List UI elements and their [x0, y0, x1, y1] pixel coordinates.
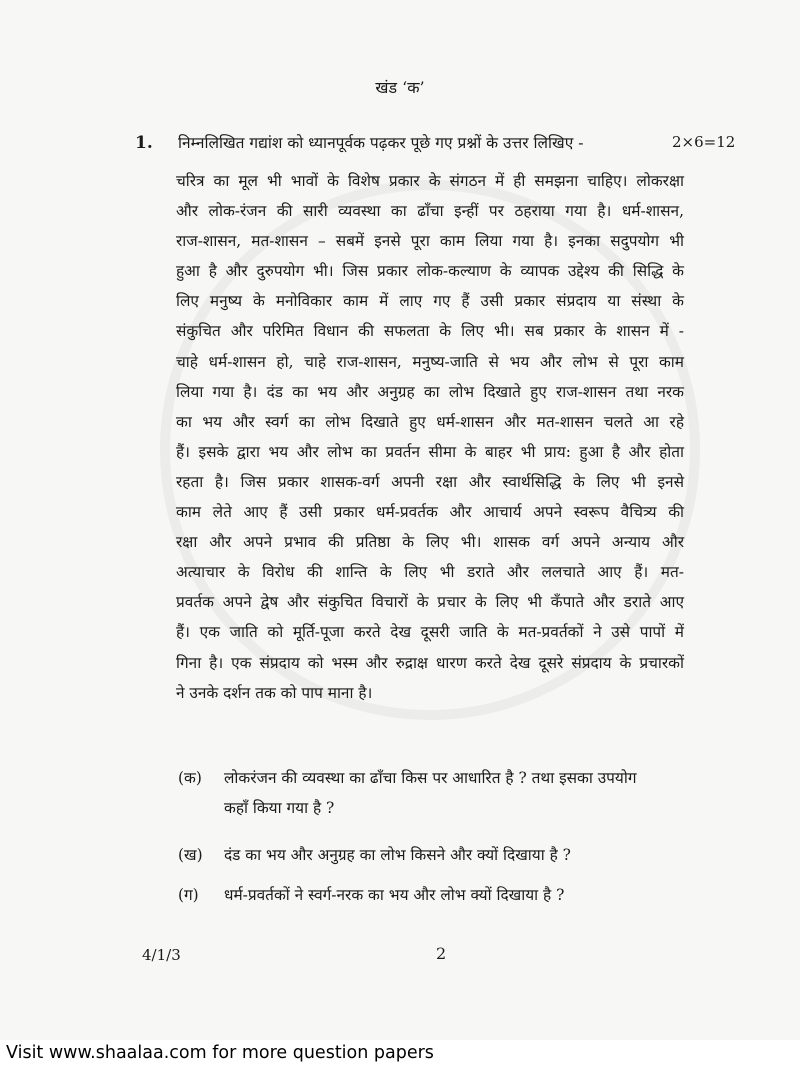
sub-question-ga [178, 880, 694, 910]
paper-code: 4/1/3 [142, 946, 181, 964]
passage-line: अत्याचार के विरोध की शान्ति के लिए भी डराते और ललचाते आए हैं। मत- [176, 563, 684, 582]
passage-line: ने उनके दर्शन तक को पाप माना है। [176, 683, 373, 702]
sub-question-ka [178, 763, 694, 823]
sub-question-kha [178, 840, 694, 870]
sub-question-text-cont: कहाँ किया गया है ? [224, 799, 335, 817]
question-marks: 2×6=12 [672, 133, 736, 151]
passage-line: काम लेते आए हैं उसी प्रकार धर्म-प्रवर्तक और आचार्य अपने स्वरूप वैचित्र्य की [176, 503, 684, 522]
passage-line: गिना है। एक संप्रदाय को भस्म और रुद्राक्ष धारण करते देख दूसरे संप्रदाय के प्रचारकों [176, 653, 684, 672]
sub-question-label: (क) [178, 769, 202, 787]
passage-line: लिया गया है। दंड का भय और अनुग्रह का लोभ दिखाते हुए राज-शासन तथा नरक [176, 382, 684, 401]
passage-line: रक्षा और अपने प्रभाव की प्रतिष्ठा के लिए भी। शासक वर्ग अपने अन्याय और [176, 533, 684, 552]
passage-line: रहता है। जिस प्रकार शासक-वर्ग अपनी रक्षा और स्वार्थसिद्धि के लिए भी इनसे [176, 472, 684, 491]
sub-question-text: धर्म-प्रवर्तकों ने स्वर्ग-नरक का भय और लोभ क्यों दिखाया है ? [224, 886, 565, 904]
sub-question-label: (ग) [178, 886, 199, 904]
sub-question-text: दंड का भय और अनुग्रह का लोभ किसने और क्यों दिखाया है ? [224, 846, 571, 864]
passage-line: लिए मनुष्य के मनोविकार काम में लाए गए हैं उसी प्रकार संप्रदाय या संस्था के [176, 292, 684, 311]
passage-line: संकुचित और परिमित विधान की सफलता के लिए भी। सब प्रकार के शासन में - [176, 322, 684, 341]
page-number: 2 [436, 944, 447, 963]
section-title: खंड ‘क’ [375, 78, 425, 97]
passage-line: का भय और स्वर्ग का लोभ दिखाते हुए धर्म-शासन और मत-शासन चलते आ रहे [176, 412, 684, 431]
passage-line: हैं। एक जाति को मूर्ति-पूजा करते देख दूसरी जाति के मत-प्रवर्तकों ने उसे पापों में [176, 623, 684, 642]
passage-line: चाहे धर्म-शासन हो, चाहे राज-शासन, मनुष्य-जाति से भय और लोभ से पूरा काम [176, 352, 684, 371]
question-instruction: निम्नलिखित गद्यांश को ध्यानपूर्वक पढ़कर पूछे गए प्रश्नों के उत्तर लिखिए - [178, 134, 584, 152]
sub-question-label: (ख) [178, 846, 203, 864]
passage-line: हैं। इसके द्वारा भय और लोभ का प्रवर्तन सीमा के बाहर भी प्राय: हुआ है और होता [176, 442, 684, 461]
question-number: 1. [135, 133, 153, 153]
passage-line: चरित्र का मूल भी भावों के विशेष प्रकार के संगठन में ही समझना चाहिए। लोकरक्षा [176, 172, 684, 190]
sub-question-text: लोकरंजन की व्यवस्था का ढाँचा किस पर आधारित है ? तथा इसका उपयोग [224, 769, 637, 787]
passage-line: राज-शासन, मत-शासन – सबमें इनसे पूरा काम लिया गया है। इनका सदुपयोग भी [176, 232, 684, 251]
passage [176, 166, 684, 708]
visit-banner-link[interactable]: Visit www.shaalaa.com for more question papers [6, 1043, 434, 1063]
passage-line: प्रवर्तक अपने द्वेष और संकुचित विचारों के प्रचार के लिए भी कँपाते और डराते आए [176, 593, 684, 612]
passage-line: और लोक-रंजन की सारी व्यवस्था का ढाँचा इन्हीं पर ठहराया गया है। धर्म-शासन, [176, 202, 684, 221]
passage-line: हुआ है और दुरुपयोग भी। जिस प्रकार लोक-कल्याण के व्यापक उद्देश्य की सिद्धि के [176, 262, 684, 281]
